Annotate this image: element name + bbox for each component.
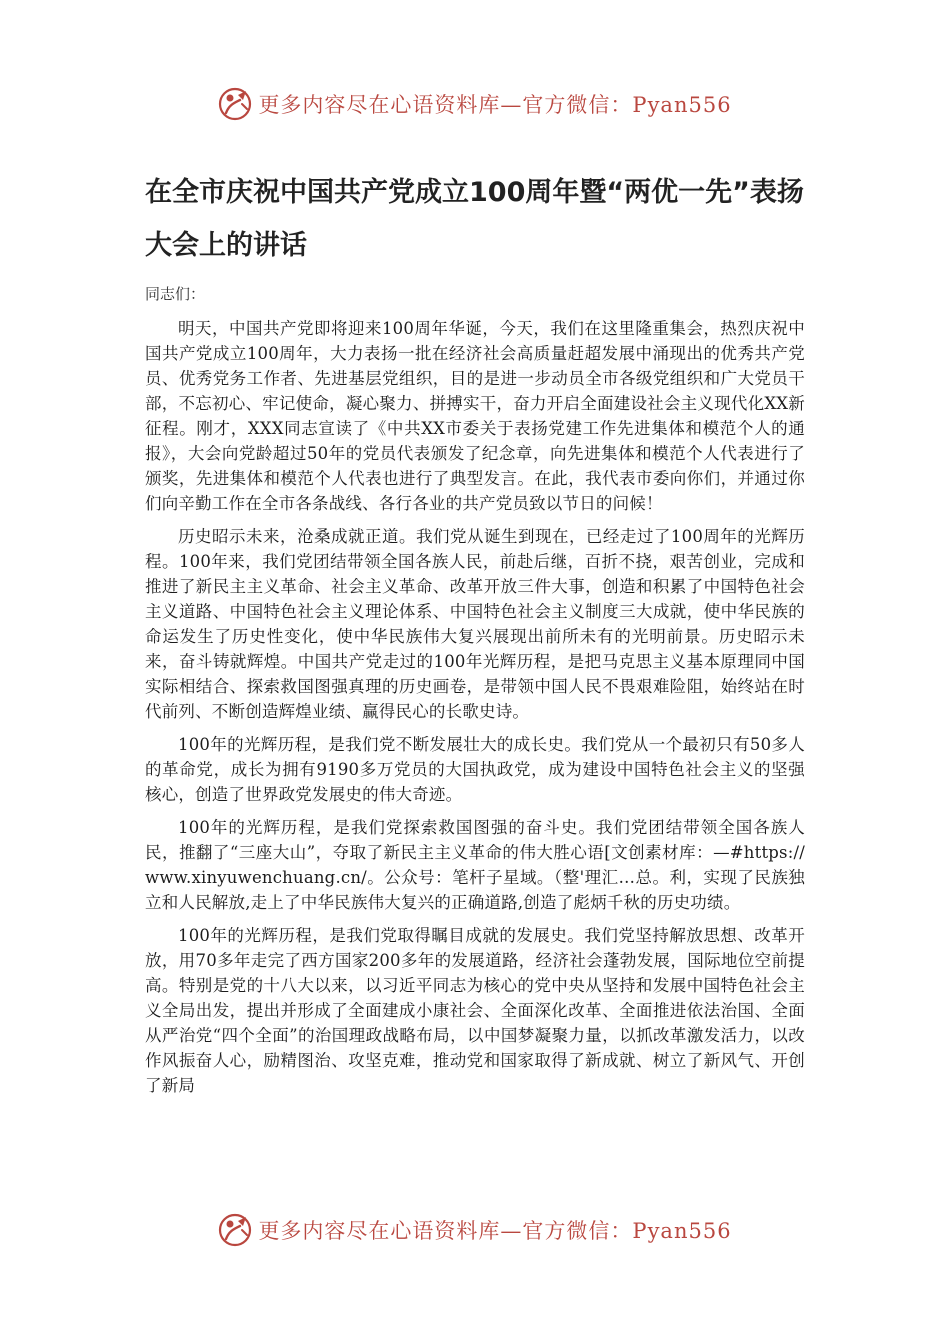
paragraph: 100年的光辉历程，是我们党取得瞩目成就的发展史。我们党坚持解放思想、改革开放，用70多年走完了西方国家200多年的发展道路，经济社会蓬勃发展，国际地位空前提高。特别是党的十八大以来，以习近平同志为核心的党中央从坚持和发展中国特色社会主义全局出发，提出并形成了全面建成小康社会、全面深化改革、全面推进依法治国、全面从严治党“四个全面”的治国理政战略布局，以中国梦凝聚力量，以抓改革激发活力，以改作风振奋人心，励精图治、攻坚克难，推动党和国家取得了新成就、树立了新风气、开创了新局 <box>145 926 805 1095</box>
paragraph: 100年的光辉历程，是我们党探索救国图强的奋斗史。我们党团结带领全国各族人民，推翻了“三座大山”，夺取了新民主主义革命的伟大胜心语[文创素材库：—#https://www.xinyuwenchuang.cn/。公众号：笔杆子星域。（整'理汇…总。利，实现了民族独立和人民解放,走上了中华民族伟大复兴的正确道路,创造了彪炳千秋的历史功绩。 <box>145 818 805 912</box>
banner-text: 更多内容尽在心语资料库—官方微信：Pyan556 <box>258 93 732 117</box>
writer-logo-icon <box>218 87 252 121</box>
document-title: 在全市庆祝中国共产党成立100周年暨“两优一先”表扬大会上的讲话 <box>145 177 804 261</box>
header-banner <box>0 80 950 128</box>
banner-text: 更多内容尽在心语资料库—官方微信：Pyan556 <box>258 1219 732 1243</box>
paragraph: 明天，中国共产党即将迎来100周年华诞，今天，我们在这里隆重集会，热烈庆祝中国共产党成立100周年，大力表扬一批在经济社会高质量赶超发展中涌现出的优秀共产党员、优秀党务工作者、先进基层党组织，目的是进一步动员全市各级党组织和广大党员干部，不忘初心、牢记使命，凝心聚力、拼搏实干，奋力开启全面建设社会主义现代化XX新征程。刚才，XXX同志宣读了《中共XX市委关于表扬党建工作先进集体和模范个人的通报》，大会向党龄超过50年的党员代表颁发了纪念章，向先进集体和模范个人代表进行了颁奖，先进集体和模范个人代表也进行了典型发言。在此，我代表市委向你们，并通过你们向辛勤工作在全市各条战线、各行各业的共产党员致以节日的问候！ <box>145 319 805 513</box>
footer-banner <box>0 1206 950 1254</box>
salutation: 同志们： <box>145 285 206 303</box>
paragraph: 历史昭示未来，沧桑成就正道。我们党从诞生到现在，已经走过了100周年的光辉历程。100年来，我们党团结带领全国各族人民，前赴后继，百折不挠，艰苦创业，完成和推进了新民主主义革命、社会主义革命、改革开放三件大事，创造和积累了中国特色社会主义道路、中国特色社会主义理论体系、中国特色社会主义制度三大成就，使中华民族的命运发生了历史性变化，使中华民族伟大复兴展现出前所未有的光明前景。历史昭示未来，奋斗铸就辉煌。中国共产党走过的100年光辉历程，是把马克思主义基本原理同中国实际相结合、探索救国图强真理的历史画卷，是带领中国人民不畏艰难险阻，始终站在时代前列、不断创造辉煌业绩、赢得民心的长歌史诗。 <box>145 527 805 721</box>
document-body <box>145 316 805 1106</box>
paragraph: 100年的光辉历程，是我们党不断发展壮大的成长史。我们党从一个最初只有50多人的革命党，成长为拥有9190多万党员的大国执政党，成为建设中国特色社会主义的坚强核心，创造了世界政党发展史的伟大奇迹。 <box>145 735 805 804</box>
writer-logo-icon <box>218 1213 252 1247</box>
